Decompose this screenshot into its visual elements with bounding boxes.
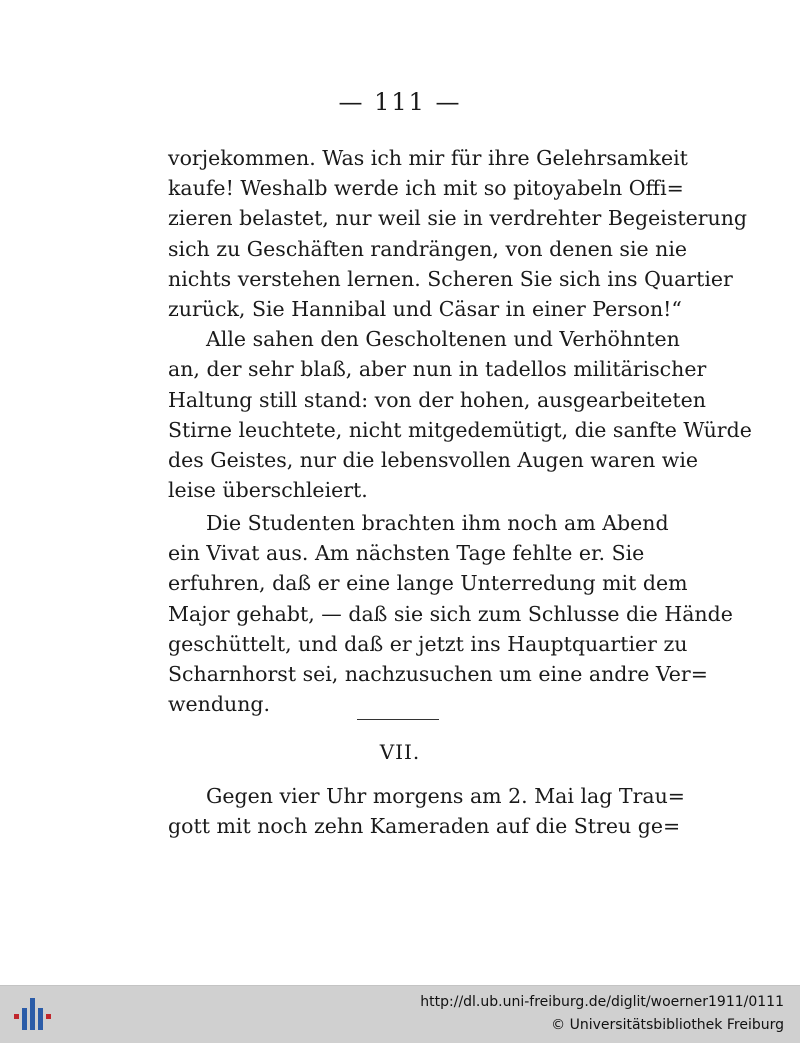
section-divider: [357, 719, 439, 720]
text-block-3: [168, 781, 685, 841]
footer-bar: [0, 985, 800, 1043]
text-line: Scharnhorst sei, nachzusuchen um eine andre Ver=: [168, 661, 708, 686]
text-line: wendung.: [168, 692, 271, 717]
text-block-1: [168, 143, 752, 505]
text-line: nichts verstehen lernen. Scheren Sie sich ins Quartier: [168, 266, 733, 291]
text-line: gott mit noch zehn Kameraden auf die Streu ge=: [168, 814, 681, 839]
copyright-notice: © Universitätsbibliothek Freiburg: [551, 1017, 784, 1033]
chapter-heading: VII.: [379, 740, 421, 764]
text-line: sich zu Geschäften randrängen, von denen sie nie: [168, 236, 688, 261]
text-line: vorjekommen. Was ich mir für ihre Gelehrsamkeit: [168, 146, 688, 170]
text-line: Gegen vier Uhr morgens am 2. Mai lag Trau=: [206, 784, 685, 808]
text-block-2: [168, 508, 733, 719]
text-line: zurück, Sie Hannibal und Cäsar in einer Person!“: [168, 296, 682, 321]
text-line: kaufe! Weshalb werde ich mit so pitoyabeln Offi=: [168, 176, 684, 201]
text-line: zieren belastet, nur weil sie in verdrehter Begeisterung: [168, 206, 748, 231]
text-line: an, der sehr blaß, aber nun in tadellos militärischer: [168, 357, 707, 382]
permalink[interactable]: http://dl.ub.uni-freiburg.de/diglit/woerner1911/0111: [420, 994, 784, 1010]
text-line: Major gehabt, — daß sie sich zum Schlusse die Hände: [168, 601, 733, 626]
text-line: leise überschleiert.: [168, 478, 368, 503]
text-line: ein Vivat aus. Am nächsten Tage fehlte er. Sie: [168, 541, 645, 566]
text-line: Stirne leuchtete, nicht mitgedemütigt, die sanfte Würde: [168, 417, 752, 442]
text-line: erfuhren, daß er eine lange Unterredung mit dem: [168, 571, 688, 596]
text-line: des Geistes, nur die lebensvollen Augen waren wie: [168, 447, 699, 472]
text-line: Alle sahen den Gescholtenen und Verhöhnten: [206, 327, 680, 352]
text-line: Die Studenten brachten ihm noch am Abend: [206, 511, 669, 535]
text-line: geschüttelt, und daß er jetzt ins Hauptquartier zu: [168, 631, 688, 656]
page-number: — 111 —: [338, 88, 462, 116]
text-line: Haltung still stand: von der hohen, ausgearbeiteten: [168, 387, 706, 412]
library-logo-icon: [10, 994, 52, 1036]
